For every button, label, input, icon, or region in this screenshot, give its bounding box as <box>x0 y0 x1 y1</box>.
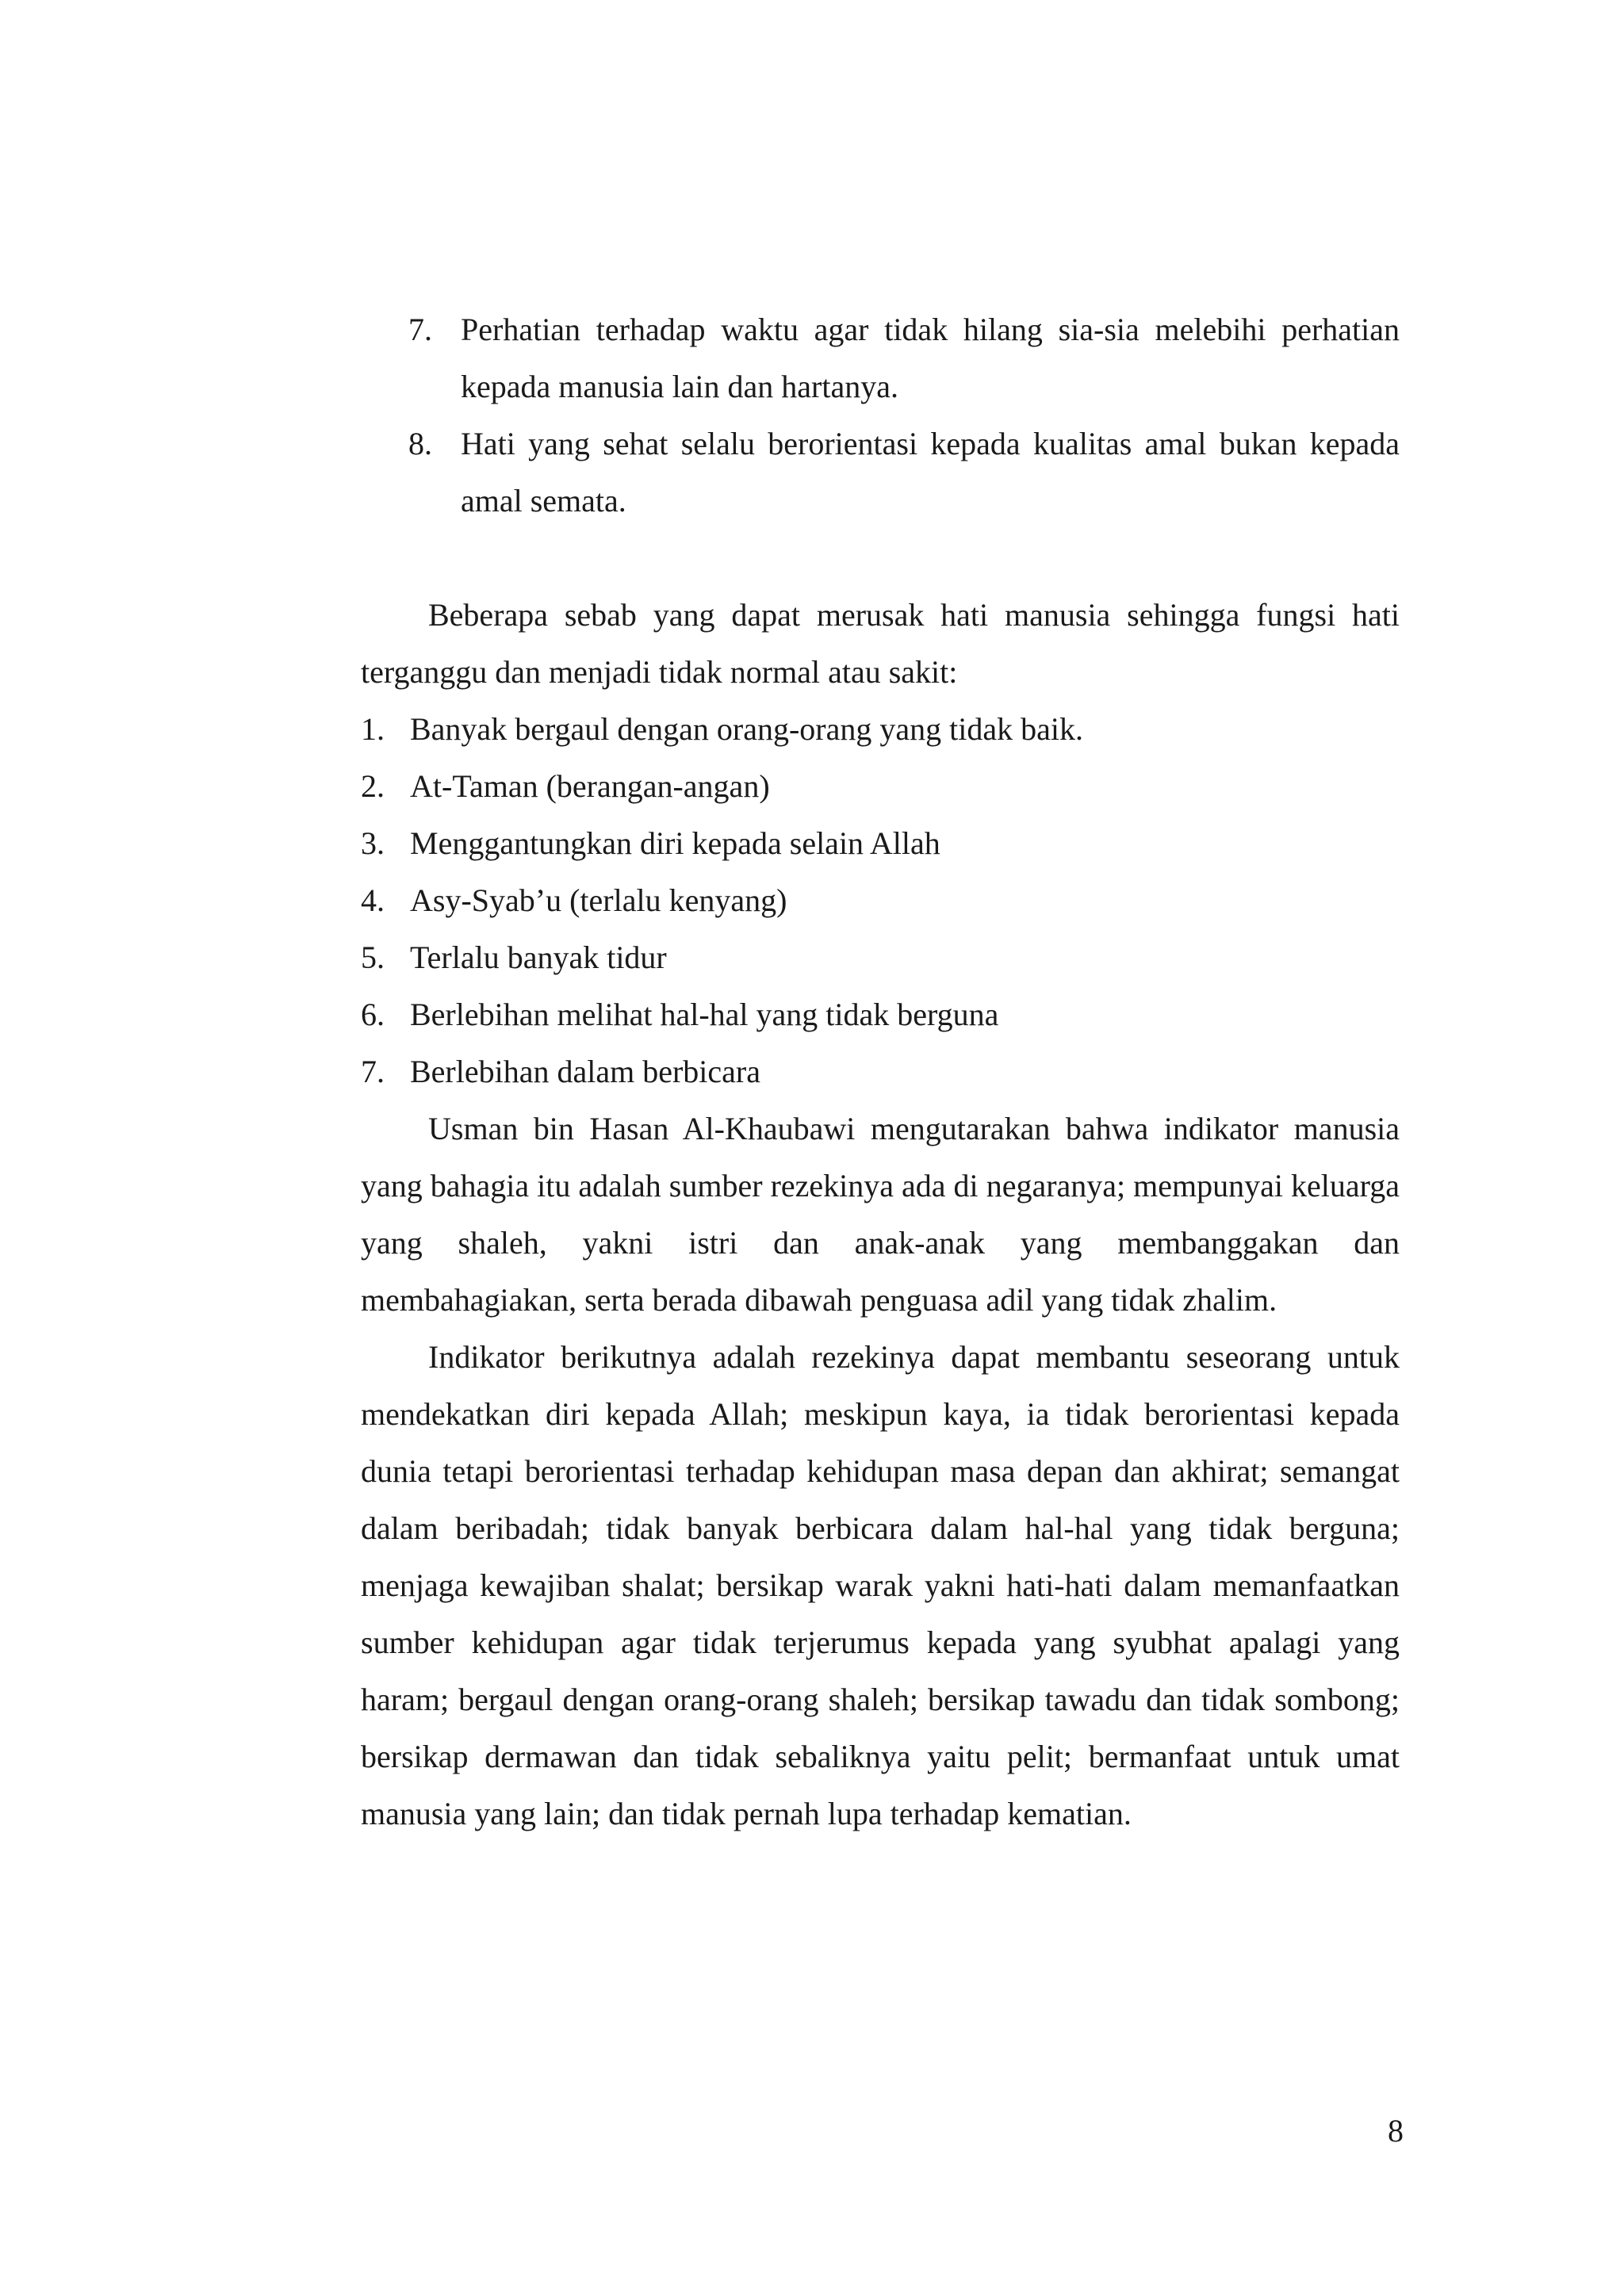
list-item <box>361 815 1400 872</box>
list-item-number: 2. <box>361 768 385 804</box>
list-item <box>361 758 1400 815</box>
list-item <box>361 701 1400 758</box>
list-item <box>361 415 1400 530</box>
page-number: 8 <box>1388 2113 1404 2149</box>
list-item <box>361 1043 1400 1100</box>
list-item-number: 6. <box>361 997 385 1032</box>
paragraph-indicators: Usman bin Hasan Al-Khaubawi mengutarakan bahwa indikator manusia yang bahagia itu adalah sumber rezekinya ada di negaranya; mempunyai keluarga yang shaleh, yakni istri dan anak-anak yang membanggakan dan membahagiakan, serta berada dibawah penguasa adil yang tidak zhalim. <box>361 1111 1400 1318</box>
list-item <box>361 929 1400 986</box>
list-item <box>361 872 1400 929</box>
list-item-text: Hati yang sehat selalu berorientasi kepada kualitas amal bukan kepada amal semata. <box>461 426 1400 519</box>
list-item-text: Berlebihan dalam berbicara <box>410 1054 760 1089</box>
list-item-text: Terlalu banyak tidur <box>410 939 667 975</box>
list-item-number: 1. <box>361 711 385 747</box>
list-item-number: 7. <box>361 1054 385 1089</box>
list-item <box>361 986 1400 1043</box>
list-item-text: Berlebihan melihat hal-hal yang tidak berguna <box>410 997 999 1032</box>
list-top <box>361 301 1400 530</box>
list-item-number: 8. <box>408 426 432 461</box>
list-item-text: Asy-Syab’u (terlalu kenyang) <box>410 882 787 918</box>
intro-paragraph: Beberapa sebab yang dapat merusak hati manusia sehingga fungsi hati terganggu dan menjadi tidak normal atau sakit: <box>361 597 1400 690</box>
list-item-text: Perhatian terhadap waktu agar tidak hilang sia-sia melebihi perhatian kepada manusia lain dan hartanya. <box>461 312 1400 404</box>
list-item-text: At-Taman (berangan-angan) <box>410 768 770 804</box>
list-item <box>361 301 1400 415</box>
list-bottom <box>361 701 1400 1100</box>
paragraph-next-indicators: Indikator berikutnya adalah rezekinya dapat membantu seseorang untuk mendekatkan diri kepada Allah; meskipun kaya, ia tidak berorientasi kepada dunia tetapi berorientasi terhadap kehidupan masa depan dan akhirat; semangat dalam beribadah; tidak banyak berbicara dalam hal-hal yang tidak berguna; menjaga kewajiban shalat; bersikap warak yakni hati-hati dalam memanfaatkan sumber kehidupan agar tidak terjerumus kepada yang syubhat apalagi yang haram; bergaul dengan orang-orang shaleh; bersikap tawadu dan tidak sombong; bersikap dermawan dan tidak sebaliknya yaitu pelit; bermanfaat untuk umat manusia yang lain; dan tidak pernah lupa terhadap kematian. <box>361 1339 1400 1831</box>
list-item-text: Banyak bergaul dengan orang-orang yang tidak baik. <box>410 711 1083 747</box>
list-item-number: 5. <box>361 939 385 975</box>
list-item-number: 3. <box>361 825 385 861</box>
list-item-number: 4. <box>361 882 385 918</box>
spacer <box>361 530 1400 587</box>
page-content <box>361 301 1400 1843</box>
list-item-text: Menggantungkan diri kepada selain Allah <box>410 825 940 861</box>
list-item-number: 7. <box>408 312 432 347</box>
